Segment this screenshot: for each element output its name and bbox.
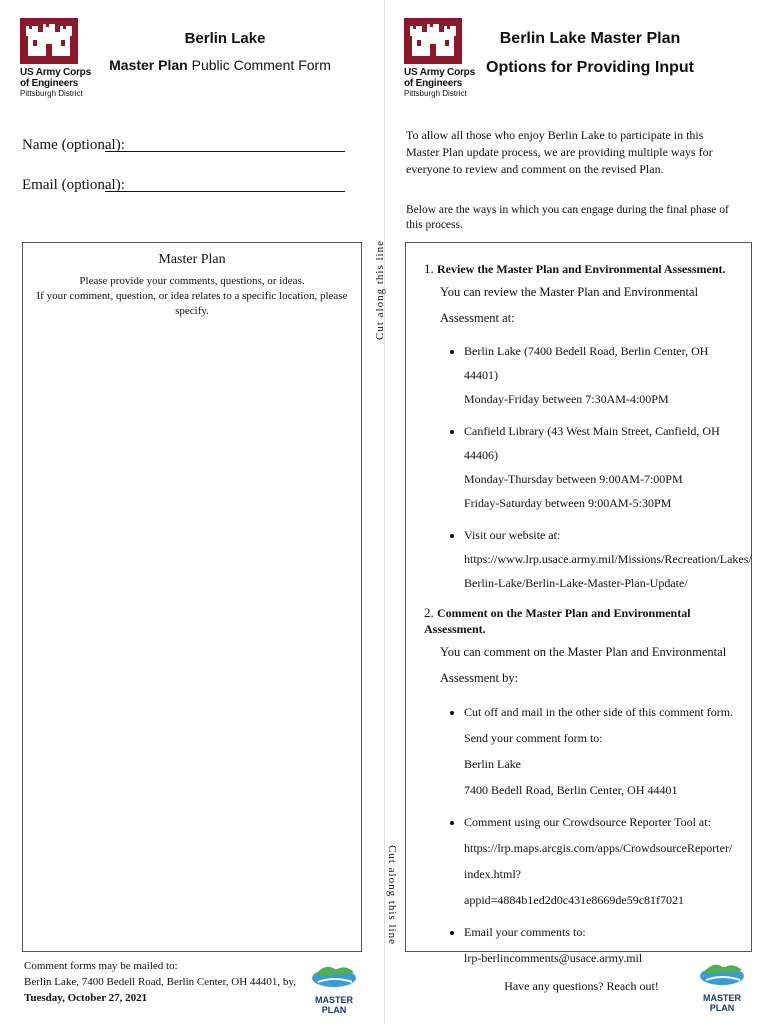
email-label: Email (optional): (22, 177, 125, 193)
item2-text (440, 639, 739, 691)
name-field[interactable] (105, 151, 345, 152)
comment-box[interactable] (22, 242, 362, 952)
org-name-line1: US Army Corps (404, 67, 475, 78)
hours-canfield-weekend: Friday-Saturday between 9:00AM-5:30PM (464, 496, 672, 510)
mail-option: • Cut off and mail in the other side of this comment form. (464, 705, 734, 719)
intro-text: To allow all those who enjoy Berlin Lake to participate in this Master Plan update process, we are providing multiple ways for everyone to review and comment on the revised Plan. (406, 128, 713, 176)
item1-number: 1. (424, 261, 434, 276)
mail-recipient: Berlin Lake (464, 757, 521, 771)
item1-title: Review the Master Plan and Environmental Assessment. (437, 262, 726, 276)
form-title-bold: Master Plan (109, 57, 188, 73)
list-item (464, 809, 739, 913)
crowdsource-label: • Comment using our Crowdsource Reporter Tool at: (464, 815, 711, 829)
questions-text: Have any questions? Reach out! (504, 979, 659, 993)
comment-box-instruction2: If your comment, question, or idea relates to a specific location, please specify. (36, 290, 348, 317)
item1-text: You can review the Master Plan and Environmental Assessment at: (440, 285, 699, 325)
org-name-line2: of Engineers (404, 78, 463, 89)
email-address-link[interactable]: lrp-berlincomments@usace.army.mil (464, 951, 643, 965)
options-title-line2: Options for Providing Input (486, 59, 694, 76)
location-canfield-library: • Canfield Library (43 West Main Street, Canfield, OH 44406) (464, 424, 720, 462)
item2 (424, 605, 739, 637)
master-plan-badge-right (694, 958, 750, 1013)
mail-deadline: Tuesday, October 27, 2021 (24, 992, 148, 1004)
list-item (464, 523, 752, 595)
crowdsource-link-part1[interactable]: https://lrp.maps.arcgis.com/apps/CrowdsourceReporter/ (464, 841, 733, 855)
usace-logo-right (404, 18, 475, 99)
mail-line1: Comment forms may be mailed to: (24, 960, 178, 972)
hours-canfield-weekday: Monday-Thursday between 9:00AM-7:00PM (464, 472, 683, 486)
email-field[interactable] (105, 191, 345, 192)
list-item (464, 419, 739, 515)
options-box (405, 242, 752, 993)
form-title-rest: Public Comment Form (191, 57, 331, 73)
comment-box-instruction1: Please provide your comments, questions, or ideas. (79, 275, 305, 287)
form-title-line2 (100, 57, 340, 73)
list-item (464, 699, 739, 803)
item2-number: 2. (424, 605, 434, 620)
item2-list (442, 699, 739, 971)
district-name: Pittsburgh District (404, 89, 467, 98)
item2-title: Comment on the Master Plan and Environmental Assessment. (424, 606, 691, 636)
cut-line-label-bottom: Cut along this line (386, 845, 398, 945)
castle-icon (20, 18, 78, 64)
hours-berlin-lake: Monday-Friday between 7:30AM-4:00PM (464, 392, 669, 406)
location-berlin-lake: • Berlin Lake (7400 Bedell Road, Berlin Center, OH 44401) (464, 344, 709, 382)
website-link-part2[interactable]: Berlin-Lake/Berlin-Lake-Master-Plan-Update/ (464, 576, 688, 590)
crowdsource-link-part2[interactable]: index.html?appid=4884b1ed2d0c431e8669de59c81f7021 (464, 867, 685, 907)
options-title-line1: Berlin Lake Master Plan (499, 30, 681, 47)
item2-text-line2: Assessment by: (440, 671, 519, 685)
district-name: Pittsburgh District (20, 89, 83, 98)
lake-icon (694, 958, 750, 988)
ways-text: Below are the ways in which you can engage during the final phase of this process. (406, 204, 729, 231)
item2-text-line1: You can comment on the Master Plan and Environmental (440, 645, 727, 659)
org-name-line2: of Engineers (20, 78, 79, 89)
list-item (464, 339, 739, 411)
mail-address: 7400 Bedell Road, Berlin Center, OH 44401 (464, 783, 678, 797)
item1 (424, 261, 739, 277)
mail-line2: Berlin Lake, 7400 Bedell Road, Berlin Center, OH 44401, by, (24, 976, 296, 988)
lake-icon (306, 960, 362, 990)
cut-line-label-top: Cut along this line (374, 240, 386, 340)
website-link-part1[interactable]: https://www.lrp.usace.army.mil/Missions/Recreation/Lakes/ (464, 552, 752, 566)
master-plan-badge-left (306, 960, 362, 1015)
badge-text: MASTER PLAN (703, 993, 741, 1013)
comment-box-heading: Master Plan (158, 252, 226, 267)
mail-info (24, 958, 296, 1006)
website-label: • Visit our website at: (464, 528, 561, 542)
fold-divider (384, 0, 385, 1024)
form-title-line1: Berlin Lake (184, 30, 266, 47)
email-label: • Email your comments to: (464, 925, 586, 939)
mail-send-to: Send your comment form to: (464, 731, 603, 745)
name-label: Name (optional): (22, 137, 125, 153)
item1-list (442, 339, 752, 595)
badge-text: MASTER PLAN (315, 995, 353, 1015)
castle-icon (404, 18, 462, 64)
org-name-line1: US Army Corps (20, 67, 91, 78)
usace-logo-left (20, 18, 91, 99)
